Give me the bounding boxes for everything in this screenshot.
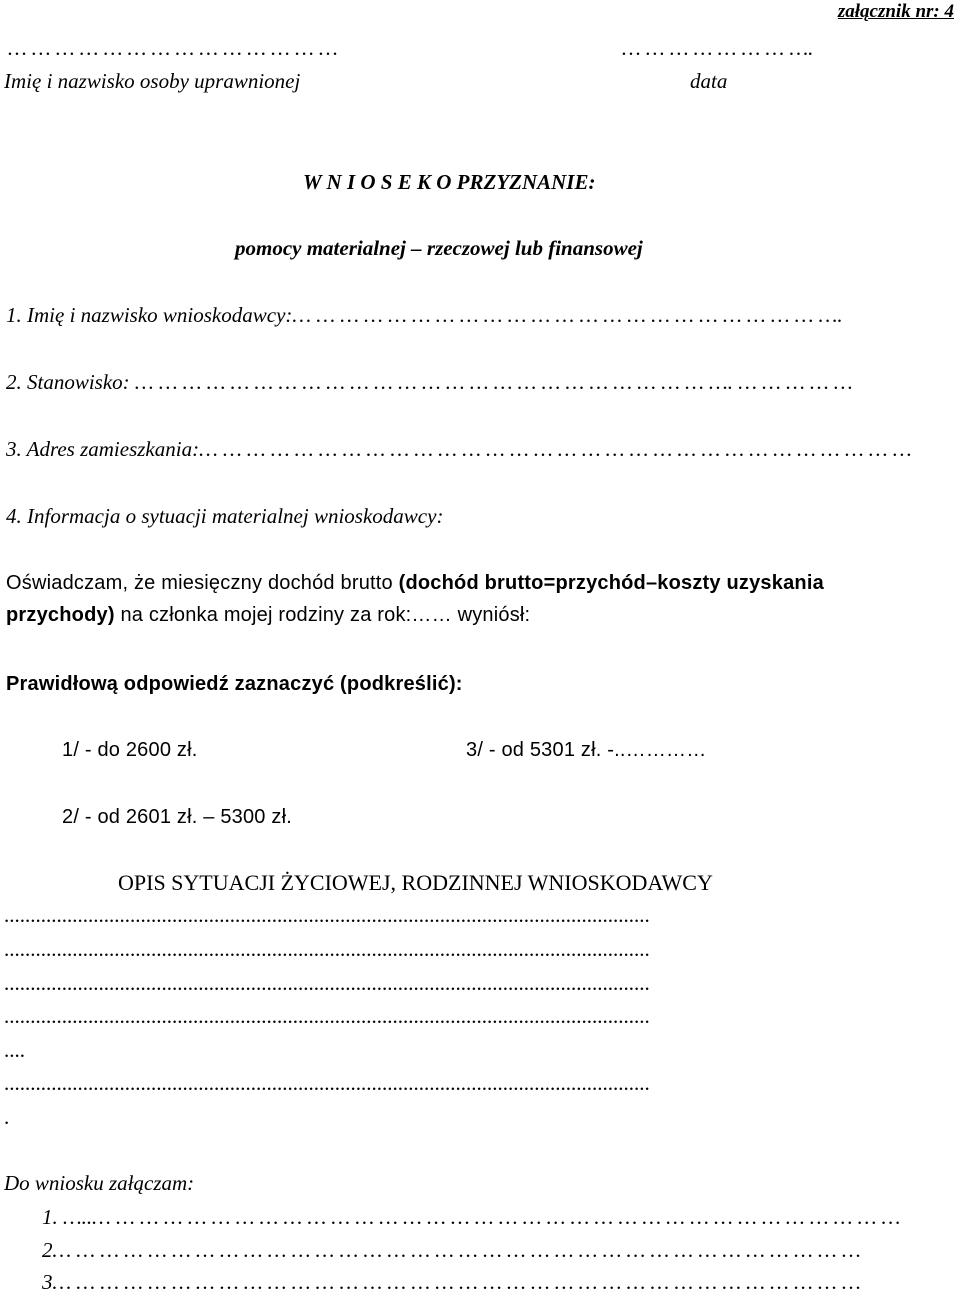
situation-line[interactable]: .... bbox=[4, 1038, 25, 1062]
instruction: Prawidłową odpowiedź zaznaczyć (podkreślić): bbox=[6, 673, 463, 695]
declaration-income-definition-end: przychody) bbox=[6, 604, 115, 626]
date-caption: data bbox=[690, 69, 728, 93]
field-financial-info bbox=[6, 504, 443, 528]
attachments-heading: Do wniosku załączam: bbox=[4, 1171, 195, 1195]
declaration-line-2 bbox=[6, 603, 530, 627]
field-dots: … … … … … … … … … … … … … … … … … … … … … … … … …. … … … … … bbox=[134, 370, 853, 394]
situation-line[interactable]: ........................................................................................................................... bbox=[4, 1071, 650, 1095]
situation-line[interactable]: ........................................................................................................................... bbox=[4, 937, 650, 961]
field-position[interactable] bbox=[6, 370, 853, 394]
field-label: 3. Adres zamieszkania: bbox=[6, 437, 200, 461]
field-label: 1. Imię i nazwisko wnioskodawcy: bbox=[6, 303, 293, 327]
attachment-item-1[interactable]: 1. …..… … … … … … … … … … … … … … … … … … … … … … … … … … … … … … … … … … bbox=[42, 1205, 901, 1229]
declaration-income-definition: (dochód brutto=przychód–koszty uzyskania bbox=[398, 572, 824, 594]
attachment-label: załącznik nr: 4 bbox=[837, 1, 954, 22]
field-label: 4. Informacja o sytuacji materialnej wnioskodawcy: bbox=[6, 504, 444, 528]
form-subtitle: pomocy materialnej – rzeczowej lub finansowej bbox=[235, 236, 643, 260]
situation-line[interactable]: ........................................................................................................................... bbox=[4, 971, 650, 995]
form-title: W N I O S E K O PRZYZNANIE: bbox=[303, 170, 596, 194]
field-applicant-name[interactable] bbox=[6, 303, 843, 327]
field-address[interactable] bbox=[6, 437, 912, 461]
field-dots: … … … … … … … … … … … … … … … … … … … … … … … … … … … … … … bbox=[199, 437, 912, 461]
situation-heading: OPIS SYTUACJI ŻYCIOWEJ, RODZINNEJ WNIOSKODAWCY bbox=[118, 870, 713, 895]
situation-line[interactable]: . bbox=[4, 1105, 10, 1129]
income-option-1[interactable]: 1/ - do 2600 zł. bbox=[62, 739, 198, 761]
declaration-line-1 bbox=[6, 571, 824, 595]
attachment-item-2[interactable]: 2… … … … … … … … … … … … … … … … … … … … … … … … … … … … … … … … … … bbox=[42, 1238, 861, 1262]
declaration-text-rest[interactable]: na członka mojej rodziny za rok:…… wyniósł: bbox=[114, 604, 531, 626]
attachment-item-3[interactable]: 3… … … … … … … … … … … … … … … … … … … … … … … … … … … … … … … … … … bbox=[42, 1270, 861, 1294]
field-dots: … … … … … … … … … … … … … … … … … … … … … … …. bbox=[292, 303, 843, 327]
date-dots[interactable]: … … … … … … … …. bbox=[622, 36, 814, 60]
field-label: 2. Stanowisko: bbox=[6, 370, 130, 394]
income-option-3[interactable]: 3/ - od 5301 zł. -..………… bbox=[466, 739, 707, 761]
applicant-name-caption: Imię i nazwisko osoby uprawnionej bbox=[4, 69, 301, 93]
declaration-text: Oświadczam, że miesięczny dochód brutto bbox=[6, 572, 399, 594]
situation-line[interactable]: ........................................................................................................................... bbox=[4, 1004, 650, 1028]
situation-line[interactable]: ........................................................................................................................... bbox=[4, 903, 650, 927]
applicant-name-dots[interactable]: … … … … … … … … … … … … … … bbox=[8, 36, 338, 60]
income-option-2[interactable]: 2/ - od 2601 zł. – 5300 zł. bbox=[62, 806, 292, 828]
